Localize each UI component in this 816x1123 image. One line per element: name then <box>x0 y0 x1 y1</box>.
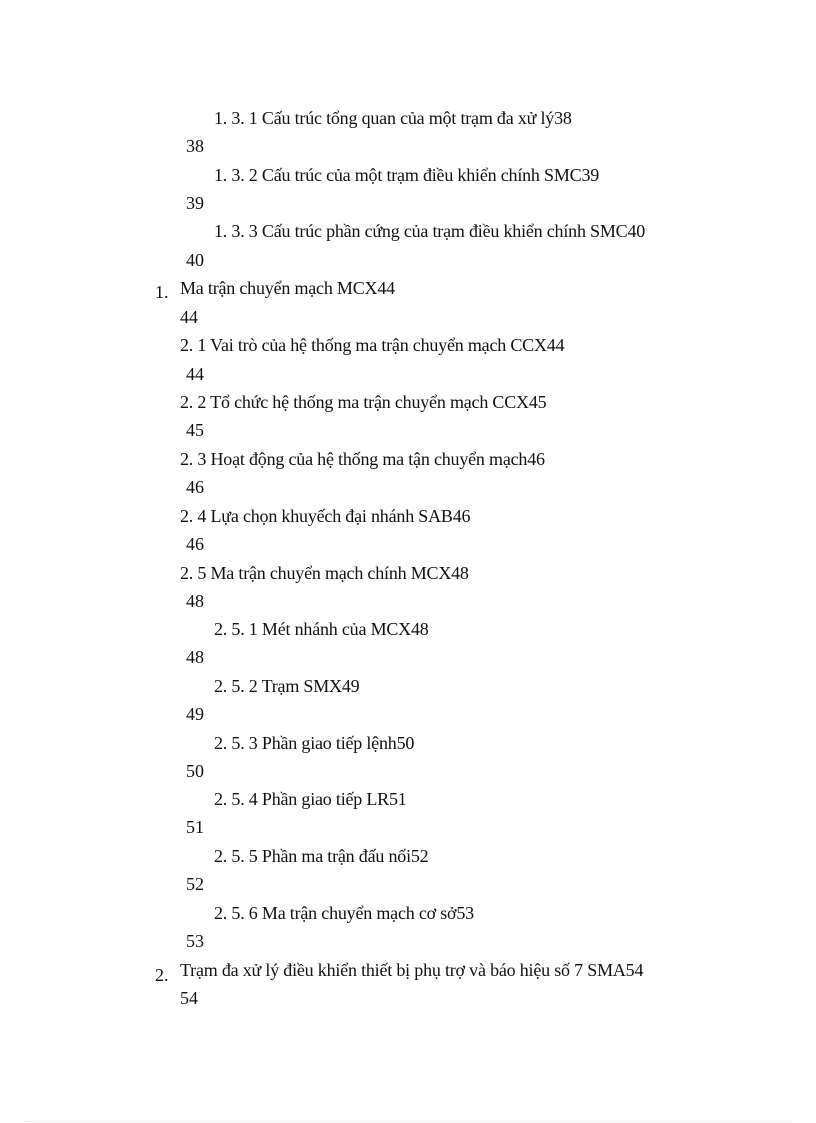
toc-page-number: 51 <box>186 817 204 837</box>
list-marker: 1. <box>155 282 169 302</box>
toc-page-number: 48 <box>186 591 204 611</box>
toc-entry-1-3-2: 1. 3. 2 Cấu trúc của một trạm điều khiển chính SMC39 <box>214 165 600 185</box>
toc-page-number: 44 <box>180 307 198 327</box>
toc-entry-2-5-2: 2. 5. 2 Trạm SMX49 <box>214 676 360 696</box>
toc-page-number: 53 <box>186 931 204 951</box>
toc-entry-2-5-3: 2. 5. 3 Phần giao tiếp lệnh50 <box>214 733 415 753</box>
toc-page-number: 49 <box>186 704 204 724</box>
toc-page-number: 54 <box>180 988 198 1008</box>
toc-page-number: 46 <box>186 534 204 554</box>
toc-entry-chapter-2: Trạm đa xử lý điều khiển thiết bị phụ trợ và báo hiệu số 7 SMA54 <box>180 960 644 980</box>
toc-entry-2-2: 2. 2 Tổ chức hệ thống ma trận chuyển mạch CCX45 <box>180 392 547 412</box>
page-bottom-rule <box>24 1121 792 1122</box>
list-marker: 2. <box>155 965 169 985</box>
toc-entry-2-5-6: 2. 5. 6 Ma trận chuyển mạch cơ sở53 <box>214 903 474 923</box>
toc-page-number: 52 <box>186 874 204 894</box>
toc-entry-1-3-1: 1. 3. 1 Cấu trúc tổng quan của một trạm đa xử lý38 <box>214 108 572 128</box>
toc-page-number: 38 <box>186 136 204 156</box>
toc-entry-2-3: 2. 3 Hoạt động của hệ thống ma tận chuyển mạch46 <box>180 449 545 469</box>
toc-entry-chapter-1: Ma trận chuyển mạch MCX44 <box>180 278 395 298</box>
toc-entry-2-5: 2. 5 Ma trận chuyển mạch chính MCX48 <box>180 563 469 583</box>
toc-page-number: 46 <box>186 477 204 497</box>
toc-entry-2-5-1: 2. 5. 1 Mét nhánh của MCX48 <box>214 619 429 639</box>
toc-entry-1-3-3: 1. 3. 3 Cấu trúc phần cứng của trạm điều khiển chính SMC40 <box>214 221 646 241</box>
toc-entry-2-5-4: 2. 5. 4 Phần giao tiếp LR51 <box>214 789 407 809</box>
toc-page-number: 39 <box>186 193 204 213</box>
toc-page-number: 48 <box>186 647 204 667</box>
toc-page-number: 40 <box>186 250 204 270</box>
toc-page-number: 44 <box>186 364 204 384</box>
toc-page-number: 45 <box>186 420 204 440</box>
toc-entry-2-4: 2. 4 Lựa chọn khuyếch đại nhánh SAB46 <box>180 506 471 526</box>
toc-page-number: 50 <box>186 761 204 781</box>
toc-entry-2-1: 2. 1 Vai trò của hệ thống ma trận chuyển mạch CCX44 <box>180 335 565 355</box>
toc-entry-2-5-5: 2. 5. 5 Phần ma trận đấu nối52 <box>214 846 429 866</box>
